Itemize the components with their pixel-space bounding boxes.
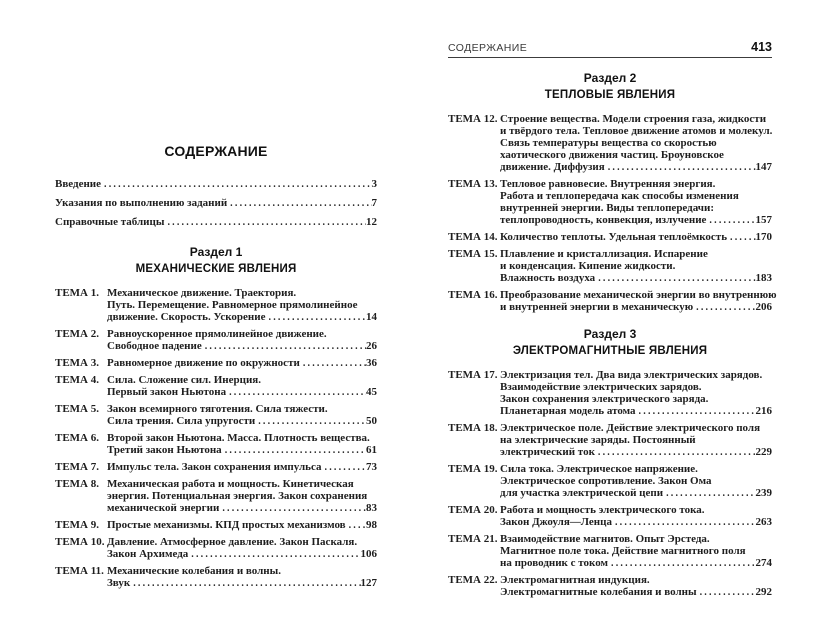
entry-lastline-text: Влажность воздуха	[500, 272, 596, 284]
entry-line: энергия. Потенциальная энергия. Закон сохранения	[107, 490, 368, 502]
entry-label: ТЕМА 11.	[55, 565, 104, 577]
dot-leader	[598, 273, 755, 285]
entry-lastline-text: Третий закон Ньютона	[107, 444, 222, 456]
entry-line: Электрическое поле. Действие электрического поля	[500, 422, 761, 434]
entry-label: ТЕМА 8.	[55, 478, 99, 490]
dot-leader	[222, 503, 366, 515]
entry-label: ТЕМА 7.	[55, 461, 99, 473]
entry-page-number: 263	[755, 516, 772, 528]
entry-line: Сила тока. Электрическое напряжение.	[500, 463, 698, 475]
dot-leader	[349, 520, 366, 532]
entry-lastline-text: электрический ток	[500, 446, 595, 458]
toc-entry	[55, 403, 377, 428]
entry-line: хаотического движения частиц. Броуновское	[500, 149, 724, 161]
entry-line: Связь температуры вещества со скоростью	[500, 137, 717, 149]
entry-line: Электризация тел. Два вида электрических зарядов.	[500, 369, 763, 381]
toc-entry	[55, 216, 377, 229]
entry-page-number: 216	[755, 405, 772, 417]
entry-body	[55, 197, 377, 210]
running-header	[448, 0, 772, 58]
section-head	[448, 326, 772, 360]
toc-section	[55, 244, 377, 590]
entry-label: ТЕМА 18.	[448, 422, 498, 434]
left-sections	[55, 244, 377, 590]
section-entries	[55, 287, 377, 590]
right-page	[448, 0, 777, 603]
toc-entry	[448, 463, 772, 500]
entry-label: ТЕМА 12.	[448, 113, 498, 125]
dot-leader	[709, 215, 755, 227]
entry-line: Закон всемирного тяготения. Сила тяжести.	[107, 403, 328, 415]
dot-leader	[696, 302, 755, 314]
entry-line: Равноускоренное прямолинейное движение.	[107, 328, 327, 340]
entry-label: ТЕМА 2.	[55, 328, 99, 340]
entry-line: Магнитное поле тока. Действие магнитного поля	[500, 545, 746, 557]
entry-body	[500, 231, 772, 244]
dot-leader	[303, 358, 366, 370]
entry-page-number: 7	[371, 197, 377, 209]
entry-body	[500, 422, 772, 459]
entry-page-number: 274	[755, 557, 772, 569]
entry-label: ТЕМА 20.	[448, 504, 498, 516]
toc-entry	[55, 565, 377, 590]
entry-line: Взаимодействие магнитов. Опыт Эрстеда.	[500, 533, 710, 545]
section-title: МЕХАНИЧЕСКИЕ ЯВЛЕНИЯ	[135, 263, 297, 275]
entry-page-number: 83	[366, 502, 377, 514]
entry-lastline	[55, 178, 377, 191]
toc-entry	[55, 432, 377, 457]
entry-body	[107, 461, 377, 474]
entry-lastline-text: Сила трения. Сила упругости	[107, 415, 256, 427]
dot-leader	[191, 549, 360, 561]
entry-body	[107, 478, 377, 515]
section-kicker: Раздел 1	[189, 245, 243, 259]
entry-page-number: 183	[755, 272, 772, 284]
entry-lastline	[500, 516, 772, 529]
entry-lastline-text: теплопроводность, конвекция, излучение	[500, 214, 707, 226]
toc-entry	[55, 478, 377, 515]
left-page	[55, 0, 377, 594]
entry-page-number: 12	[366, 216, 377, 228]
section-kicker: Раздел 3	[583, 327, 637, 341]
entry-page-number: 147	[755, 161, 772, 173]
entry-body	[55, 178, 377, 191]
entry-page-number: 98	[366, 519, 377, 531]
entry-lastline-text: Электромагнитные колебания и волны	[500, 586, 697, 598]
entry-body	[500, 248, 772, 285]
toc-entry	[448, 422, 772, 459]
toc-entry	[448, 248, 772, 285]
entry-line: Давление. Атмосферное давление. Закон Паскаля.	[107, 536, 358, 548]
entry-lastline	[500, 557, 772, 570]
toc-entry	[448, 178, 772, 227]
entry-lastline-text: на проводник с током	[500, 557, 609, 569]
entry-line: на электрические заряды. Постоянный	[500, 434, 696, 446]
entry-body	[500, 533, 772, 570]
entry-lastline-text: Закон Архимеда	[107, 548, 189, 560]
entry-body	[500, 178, 772, 227]
entry-lastline-text: для участка электрической цепи	[500, 487, 664, 499]
entry-label: ТЕМА 15.	[448, 248, 498, 260]
entry-label: ТЕМА 21.	[448, 533, 498, 545]
toc-entry	[55, 519, 377, 532]
entry-lastline-text: Количество теплоты. Удельная теплоёмкость	[500, 231, 728, 243]
entry-page-number: 292	[755, 586, 772, 598]
entry-lastline	[500, 586, 772, 599]
toc-entry	[448, 504, 772, 529]
entry-line: Преобразование механической энергии во внутреннюю	[500, 289, 777, 301]
entry-label: ТЕМА 22.	[448, 574, 498, 586]
entry-lastline-text: Простые механизмы. КПД простых механизмов	[107, 519, 346, 531]
entry-lastline-text: движение. Диффузия	[500, 161, 605, 173]
section-title: ТЕПЛОВЫЕ ЯВЛЕНИЯ	[544, 89, 676, 101]
dot-leader	[269, 312, 367, 324]
entry-page-number: 50	[366, 415, 377, 427]
toc-entry	[55, 536, 377, 561]
dot-leader	[730, 232, 755, 244]
entry-body	[107, 328, 377, 353]
entry-lastline	[107, 444, 377, 457]
entry-lastline	[107, 548, 377, 561]
entry-line: Строение вещества. Модели строения газа, жидкости	[500, 113, 767, 125]
toc-entry	[55, 357, 377, 370]
toc-entry	[55, 197, 377, 210]
entry-line: Работа и мощность электрического тока.	[500, 504, 705, 516]
entry-body	[107, 432, 377, 457]
entry-line: Электромагнитная индукция.	[500, 574, 650, 586]
entry-page-number: 61	[366, 444, 377, 456]
entry-line: Работа и теплопередача как способы изменения	[500, 190, 739, 202]
entry-body	[107, 536, 377, 561]
dot-leader	[639, 406, 756, 418]
entry-page-number: 3	[371, 178, 377, 190]
toc-section	[448, 326, 772, 599]
entry-lastline-text: Первый закон Ньютона	[107, 386, 227, 398]
entry-lastline	[500, 231, 772, 244]
entry-lastline	[500, 405, 772, 418]
entry-lastline	[500, 214, 772, 227]
entry-body	[500, 463, 772, 500]
entry-label: ТЕМА 5.	[55, 403, 99, 415]
entry-lastline	[500, 446, 772, 459]
toc-section	[448, 70, 777, 314]
entry-line: Механическое движение. Траектория.	[107, 287, 297, 299]
toc-page-title: СОДЕРЖАНИЕ	[164, 143, 268, 159]
dot-leader	[225, 445, 366, 457]
entry-line: Взаимодействие электрических зарядов.	[500, 381, 702, 393]
entry-lastline	[107, 415, 377, 428]
right-sections	[448, 70, 777, 599]
entry-page-number: 26	[366, 340, 377, 352]
section-head	[55, 244, 377, 278]
entry-lastline-text: Введение	[55, 178, 102, 190]
entry-lastline	[107, 340, 377, 353]
entry-label: ТЕМА 6.	[55, 432, 99, 444]
toc-entry	[55, 328, 377, 353]
section-kicker: Раздел 2	[583, 71, 637, 85]
entry-lastline-text: механической энергии	[107, 502, 220, 514]
toc-entry	[448, 369, 772, 418]
entry-line: и твёрдого тела. Тепловое движение атомов и молекул.	[500, 125, 773, 137]
dot-leader	[205, 341, 366, 353]
entry-label: ТЕМА 3.	[55, 357, 99, 369]
dot-leader	[230, 198, 371, 210]
toc-entry	[55, 374, 377, 399]
entry-body	[500, 289, 777, 314]
entry-lastline	[500, 487, 772, 500]
entry-lastline-text: Планетарная модель атома	[500, 405, 636, 417]
entry-label: ТЕМА 1.	[55, 287, 99, 299]
entry-body	[500, 369, 772, 418]
entry-body	[107, 519, 377, 532]
entry-body	[107, 403, 377, 428]
entry-lastline	[55, 216, 377, 229]
entry-page-number: 73	[366, 461, 377, 473]
toc-entry	[448, 533, 772, 570]
dot-leader	[700, 587, 756, 599]
entry-lastline	[500, 301, 772, 314]
entry-body	[500, 504, 772, 529]
entry-page-number: 127	[360, 577, 377, 589]
running-header-page-number: 413	[751, 40, 772, 54]
entry-line: внутренней энергии. Виды теплопередачи:	[500, 202, 715, 214]
entry-page-number: 36	[366, 357, 377, 369]
entry-lastline-text: Справочные таблицы	[55, 216, 165, 228]
entry-lastline	[107, 461, 377, 474]
toc-entry	[55, 287, 377, 324]
entry-label: ТЕМА 10.	[55, 536, 105, 548]
toc-entry	[448, 574, 772, 599]
entry-label: ТЕМА 19.	[448, 463, 498, 475]
dot-leader	[598, 447, 756, 459]
dot-leader	[611, 558, 755, 570]
entry-page-number: 170	[755, 231, 772, 243]
entry-lastline	[107, 357, 377, 370]
entry-body	[107, 287, 377, 324]
entry-body	[107, 565, 377, 590]
entry-lastline-text: Закон Джоуля—Ленца	[500, 516, 612, 528]
entry-body	[55, 216, 377, 229]
entry-body	[500, 574, 772, 599]
entry-page-number: 229	[755, 446, 772, 458]
entry-line: Тепловое равновесие. Внутренняя энергия.	[500, 178, 716, 190]
toc-entry	[55, 178, 377, 191]
entry-lastline	[107, 519, 377, 532]
entry-lastline-text: Равномерное движение по окружности	[107, 357, 300, 369]
entry-line: Механические колебания и волны.	[107, 565, 281, 577]
toc-entry	[448, 289, 777, 314]
dot-leader	[608, 162, 756, 174]
entry-line: Плавление и кристаллизация. Испарение	[500, 248, 708, 260]
entry-lastline	[107, 502, 377, 515]
section-title: ЭЛЕКТРОМАГНИТНЫЕ ЯВЛЕНИЯ	[512, 345, 708, 357]
entry-label: ТЕМА 4.	[55, 374, 99, 386]
entry-body	[107, 374, 377, 399]
entry-lastline-text: Звук	[107, 577, 131, 589]
entry-page-number: 106	[360, 548, 377, 560]
entry-page-number: 14	[366, 311, 377, 323]
entry-body	[107, 357, 377, 370]
entry-page-number: 239	[755, 487, 772, 499]
entry-line: и конденсация. Кипение жидкости.	[500, 260, 676, 272]
entry-line: Механическая работа и мощность. Кинетическая	[107, 478, 354, 490]
running-header-title: СОДЕРЖАНИЕ	[448, 42, 528, 54]
dot-leader	[615, 517, 756, 529]
entry-lastline	[107, 386, 377, 399]
entry-lastline	[55, 197, 377, 210]
entry-label: ТЕМА 9.	[55, 519, 99, 531]
entry-lastline-text: движение. Скорость. Ускорение	[107, 311, 266, 323]
entry-lastline	[107, 311, 377, 324]
entry-label: ТЕМА 13.	[448, 178, 498, 190]
dot-leader	[666, 488, 755, 500]
entry-lastline	[107, 577, 377, 590]
entry-line: Путь. Перемещение. Равномерное прямолинейное	[107, 299, 358, 311]
entry-lastline	[500, 272, 772, 285]
entry-lastline-text: Свободное падение	[107, 340, 202, 352]
entry-line: Сила. Сложение сил. Инерция.	[107, 374, 261, 386]
section-entries	[448, 369, 772, 599]
dot-leader	[258, 416, 366, 428]
dot-leader	[104, 179, 371, 191]
dot-leader	[229, 387, 366, 399]
toc-entry	[55, 461, 377, 474]
entry-lastline-text: и внутренней энергии в механическую	[500, 301, 694, 313]
section-entries	[448, 113, 777, 314]
entry-page-number: 157	[755, 214, 772, 226]
toc-entry	[448, 231, 772, 244]
entry-lastline-text: Импульс тела. Закон сохранения импульса	[107, 461, 322, 473]
entry-lastline	[500, 161, 772, 174]
toc-entry	[448, 113, 772, 174]
front-matter-list	[55, 178, 377, 229]
entry-label: ТЕМА 14.	[448, 231, 498, 243]
entry-line: Второй закон Ньютона. Масса. Плотность вещества.	[107, 432, 370, 444]
entry-label: ТЕМА 17.	[448, 369, 498, 381]
section-head	[448, 70, 772, 104]
dot-leader	[167, 217, 366, 229]
entry-body	[500, 113, 772, 174]
dot-leader	[325, 462, 367, 474]
entry-page-number: 206	[755, 301, 772, 313]
dot-leader	[133, 578, 360, 590]
entry-page-number: 45	[366, 386, 377, 398]
entry-line: Электрическое сопротивление. Закон Ома	[500, 475, 712, 487]
entry-line: Закон сохранения электрического заряда.	[500, 393, 709, 405]
entry-lastline-text: Указания по выполнению заданий	[55, 197, 228, 209]
entry-label: ТЕМА 16.	[448, 289, 498, 301]
